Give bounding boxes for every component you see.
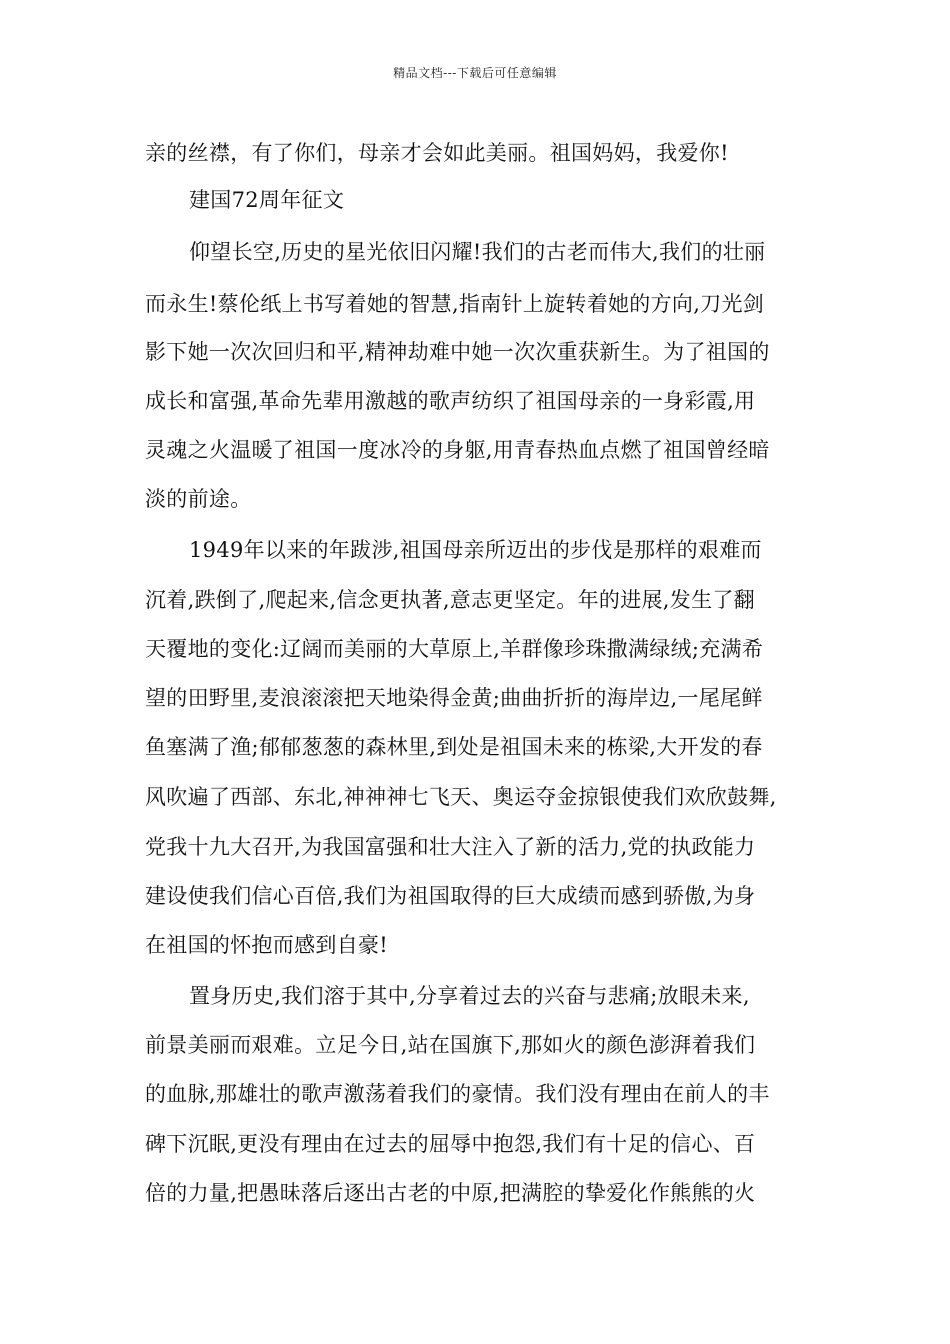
text-line: 党我十九大召开,为我国富强和壮大注入了新的活力,党的执政能力: [145, 835, 756, 859]
text-line: 置身历史,我们溶于其中,分享着过去的兴奋与悲痛;放眼未来,: [189, 984, 750, 1008]
text-line: 而永生!蔡伦纸上书写着她的智慧,指南针上旋转着她的方向,刀光剑: [145, 292, 765, 316]
section-title: 建国72周年征文: [189, 188, 345, 212]
text-line: 亲的丝襟，有了你们，母亲才会如此美丽。祖国妈妈，我爱你!: [145, 141, 729, 165]
text-line: 在祖国的怀抱而感到自豪!: [145, 933, 389, 957]
text-line: 1949年以来的年跋涉,祖国母亲所迈出的步伐是那样的艰难而: [189, 538, 762, 562]
text-line: 前景美丽而艰难。立足今日,站在国旗下,那如火的颜色澎湃着我们: [145, 1033, 756, 1057]
text-line: 倍的力量,把愚昧落后逐出古老的中原,把满腔的挚爱化作熊熊的火: [145, 1181, 756, 1205]
text-line: 的血脉,那雄壮的歌声激荡着我们的豪情。我们没有理由在前人的丰: [145, 1082, 770, 1106]
text-line: 淡的前途。: [145, 487, 252, 511]
text-line: 望的田野里,麦浪滚滚把天地染得金黄;曲曲折折的海岸边,一尾尾鲜: [145, 686, 763, 710]
text-line: 成长和富强,革命先辈用激越的歌声纺织了祖国母亲的一身彩霞,用: [145, 389, 756, 413]
text-line: 沉着,跌倒了,爬起来,信念更执著,意志更坚定。年的进展,发生了翻: [145, 588, 755, 612]
text-line: 天覆地的变化:辽阔而美丽的大草原上,羊群像珍珠撒满绿绒;充满希: [145, 637, 764, 661]
page-header: 精品文档---下载后可任意编辑: [393, 66, 557, 80]
text-line: 仰望长空,历史的星光依旧闪耀!我们的古老而伟大,我们的壮丽: [189, 240, 766, 264]
text-line: 风吹遍了西部、东北,神神神七飞天、奥运夺金掠银使我们欢欣鼓舞,: [145, 785, 777, 809]
text-line: 建设使我们信心百倍,我们为祖国取得的巨大成绩而感到骄傲,为身: [145, 884, 756, 908]
text-line: 影下她一次次回归和平,精神劫难中她一次次重获新生。为了祖国的: [145, 340, 770, 364]
text-line: 碑下沉眠,更没有理由在过去的屈辱中抱怨,我们有十足的信心、百: [145, 1132, 756, 1156]
text-line: 灵魂之火温暖了祖国一度冰冷的身躯,用青春热血点燃了祖国曾经暗: [145, 438, 770, 462]
text-line: 鱼塞满了渔;郁郁葱葱的森林里,到处是祖国未来的栋梁,大开发的春: [145, 735, 763, 759]
